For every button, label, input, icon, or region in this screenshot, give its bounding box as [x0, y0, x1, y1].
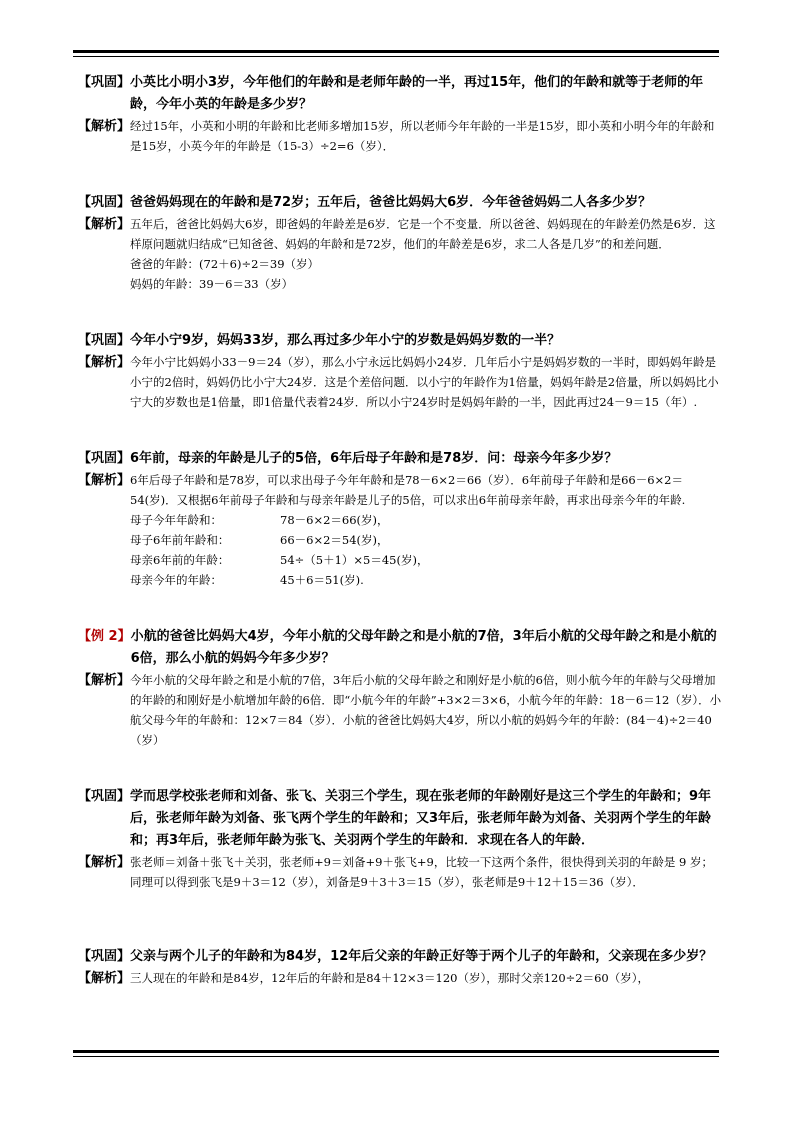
problem-tag: 【巩固】 — [78, 451, 131, 466]
problem-question: 小英比小明小3岁，今年他们的年龄和是老师年龄的一半，再过15年，他们的年龄和就等于老师的年龄，今年小英的年龄是多少岁？ — [130, 75, 704, 112]
answer-line: 三人现在的年龄和是84岁，12年后的年龄和是84＋12×3＝120（岁），那时父亲120÷2＝60（岁）， — [130, 971, 649, 985]
calc-value: 54÷（5＋1）×5＝45(岁)， — [280, 553, 429, 567]
calc-label: 母亲今年的年龄： — [130, 573, 223, 587]
answer-tag: 【解析】 — [78, 673, 131, 688]
answer-tag: 【解析】 — [78, 119, 131, 134]
calc-row — [130, 530, 724, 550]
answer-line: 今年小航的父母年龄之和是小航的7倍，3年后小航的父母年龄之和刚好是小航的6倍，则小航今年的年龄与父母增加的年龄的和刚好是小航增加年龄的6倍．即“小航今年的年龄”+3×2＝3×6，小航今年的年龄：18－6＝12（岁）．小航父母今年的年龄和：12×7＝84（岁）．小航的爸爸比妈妈大4岁，所以小航的妈妈今年的年龄：(84－4)÷2＝40（岁） — [130, 673, 722, 747]
problem-question: 爸爸妈妈现在的年龄和是72岁；五年后，爸爸比妈妈大6岁．今年爸爸妈妈二人各多少岁？ — [130, 195, 652, 210]
calc-label: 母子今年年龄和： — [130, 513, 223, 527]
problem-6 — [78, 786, 724, 892]
problem-tag: 【巩固】 — [78, 789, 131, 804]
example-tag: 【例 2】 — [78, 629, 131, 644]
problem-tag: 【巩固】 — [78, 75, 131, 90]
problem-question: 学而思学校张老师和刘备、张飞、关羽三个学生，现在张老师的年龄刚好是这三个学生的年龄和；9年后，张老师年龄为刘备、张飞两个学生的年龄和；又3年后，张老师年龄为刘备、关羽两个学生的年龄和；再3年后，张老师年龄为张飞、关羽两个学生的年龄和．求现在各人的年龄． — [130, 789, 712, 848]
calc-row — [130, 510, 724, 530]
answer-tag: 【解析】 — [78, 971, 131, 986]
problem-question: 小航的爸爸比妈妈大4岁，今年小航的父母年龄之和是小航的7倍，3年后小航的父母年龄之和是小航的6倍，那么小航的妈妈今年多少岁？ — [130, 629, 717, 666]
answer-line: 经过15年，小英和小明的年龄和比老师多增加15岁，所以老师今年年龄的一半是15岁，即小英和小明今年的年龄和是15岁，小英今年的年龄是（15-3）÷2=6（岁）． — [130, 119, 715, 153]
answer-tag: 【解析】 — [78, 855, 131, 870]
footer-rule-thin — [73, 1056, 719, 1057]
calc-value: 45＋6＝51(岁). — [280, 573, 364, 587]
calc-value: 78－6×2＝66(岁)， — [280, 513, 389, 527]
answer-line: 张老师＝刘备＋张飞＋关羽，张老师+9＝刘备+9＋张飞+9，比较一下这两个条件，很快得到关羽的年龄是 9 岁；同理可以得到张飞是9＋3＝12（岁），刘备是9＋3＋3＝15（岁），张老师是9＋12＋15＝36（岁）． — [130, 855, 713, 889]
calc-label: 母亲6年前的年龄： — [130, 553, 230, 567]
header-rule-thin — [73, 56, 719, 57]
answer-line: 今年小宁比妈妈小33－9＝24（岁），那么小宁永远比妈妈小24岁．几年后小宁是妈妈岁数的一半时，即妈妈年龄是小宁的2倍时，妈妈仍比小宁大24岁．这是个差倍问题．以小宁的年龄作为1倍量，妈妈年龄是2倍量，所以妈妈比小宁大的岁数也是1倍量，即1倍量代表着24岁．所以小宁24岁时是妈妈年龄的一半，因此再过24－9＝15（年）. — [130, 355, 719, 409]
footer-rule-thick — [73, 1050, 719, 1053]
problem-1 — [78, 72, 724, 156]
problem-tag: 【巩固】 — [78, 195, 131, 210]
problem-7 — [78, 946, 724, 990]
answer-tag: 【解析】 — [78, 355, 131, 370]
header-rule-thick — [73, 50, 719, 53]
calc-label: 母子6年前年龄和： — [130, 533, 230, 547]
example-2 — [78, 626, 724, 750]
calc-value: 66－6×2＝54(岁)， — [280, 533, 389, 547]
problem-question: 父亲与两个儿子的年龄和为84岁，12年后父亲的年龄正好等于两个儿子的年龄和，父亲现在多少岁？ — [130, 949, 713, 964]
problem-question: 今年小宁9岁，妈妈33岁，那么再过多少年小宁的岁数是妈妈岁数的一半？ — [130, 333, 561, 348]
answer-line: 爸爸的年龄：(72＋6)÷2＝39（岁） — [130, 257, 320, 271]
answer-line: 6年后母子年龄和是78岁，可以求出母子今年年龄和是78－6×2＝66（岁）．6年前母子年龄和是66－6×2＝54(岁)．又根据6年前母子年龄和与母亲年龄是儿子的5倍，可以求出6年前母亲年龄，再求出母亲今年的年龄. — [130, 473, 686, 507]
answer-tag: 【解析】 — [78, 473, 131, 488]
problem-4 — [78, 448, 724, 590]
calc-row — [130, 550, 724, 570]
problem-tag: 【巩固】 — [78, 333, 131, 348]
problem-tag: 【巩固】 — [78, 949, 131, 964]
problem-3 — [78, 330, 724, 412]
page-content — [78, 72, 724, 990]
answer-line: 五年后，爸爸比妈妈大6岁，即爸妈的年龄差是6岁．它是一个不变量．所以爸爸、妈妈现在的年龄差仍然是6岁．这样原问题就归结成“已知爸爸、妈妈的年龄和是72岁，他们的年龄差是6岁，求二人各是几岁”的和差问题． — [130, 217, 716, 251]
answer-tag: 【解析】 — [78, 217, 131, 232]
problem-question: 6年前，母亲的年龄是儿子的5倍，6年后母子年龄和是78岁．问：母亲今年多少岁？ — [130, 451, 618, 466]
problem-2 — [78, 192, 724, 294]
calc-row — [130, 570, 724, 590]
answer-line: 妈妈的年龄：39－6＝33（岁） — [130, 277, 294, 291]
